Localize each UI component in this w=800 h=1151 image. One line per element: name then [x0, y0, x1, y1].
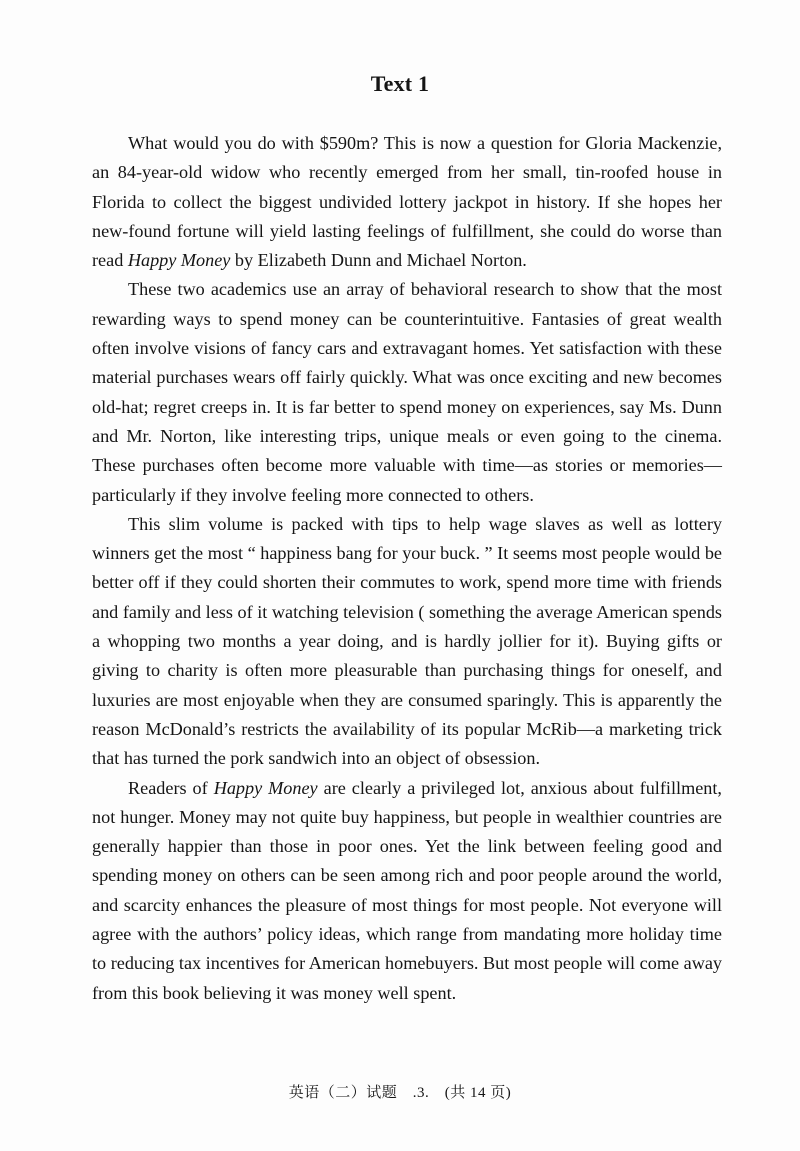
paragraph-2 — [92, 275, 722, 509]
paragraph-3-text: This slim volume is packed with tips to help wage slaves as well as lottery winners get the most “ happiness bang for your buck. ” It seems most people would be better off if they could shorten their commutes to work, spend more time with friends and family and less of it watching television ( something the average American spends a whopping two months a year doing, and is hardly jollier for it). Buying gifts or giving to charity is often more pleasurable than purchasing things for oneself, and luxuries are most enjoyable when they are consumed sparingly. This is apparently the reason McDonald’s restricts the availability of its popular McRib—a marketing trick that has turned the pork sandwich into an object of obsession. — [92, 513, 722, 769]
paragraph-1 — [92, 129, 722, 275]
page-footer: 英语（二）试题 .3. (共 14 页) — [288, 1085, 512, 1101]
book-title: Happy Money — [213, 777, 318, 798]
paragraph-4-text: are clearly a privileged lot, anxious about fulfillment, not hunger. Money may not quite buy happiness, but people in wealthier countries are generally happier than those in poor ones. Yet the link between feeling good and spending money on others can be seen among rich and poor people around the world, and scarcity enhances the pleasure of most things for most people. Not everyone will agree with the authors’ policy ideas, which range from mandating more holiday time to reducing tax incentives for American homebuyers. But most people will come away from this book believing it was money well spent. — [92, 777, 722, 1003]
paragraph-4 — [92, 774, 722, 1008]
paragraph-4-text-start: Readers of — [128, 777, 214, 798]
paragraph-2-text: These two academics use an array of behavioral research to show that the most rewarding ways to spend money can be counterintuitive. Fantasies of great wealth often involve visions of fancy cars and extravagant homes. Yet satisfaction with these material purchases wears off fairly quickly. What was once exciting and new becomes old-hat; regret creeps in. It is far better to spend money on experiences, say Ms. Dunn and Mr. Norton, like interesting trips, unique meals or even going to the cinema. These purchases often become more valuable with time—as stories or memories—particularly if they involve feeling more connected to others. — [92, 279, 722, 505]
paragraph-1-text-end: by Elizabeth Dunn and Michael Norton. — [230, 250, 527, 271]
article-body — [92, 129, 722, 1008]
book-title: Happy Money — [127, 250, 231, 271]
paragraph-1-text: What would you do with $590m? This is now a question for Gloria Mackenzie, an 84-year-old widow who recently emerged from her small, tin-roofed house in Florida to collect the biggest undivided lottery jackpot in history. If she hopes her new-found fortune will yield lasting feelings of fulfillment, she could do worse than read — [92, 133, 722, 271]
paragraph-3 — [92, 510, 722, 774]
page-title: Text 1 — [370, 71, 430, 96]
